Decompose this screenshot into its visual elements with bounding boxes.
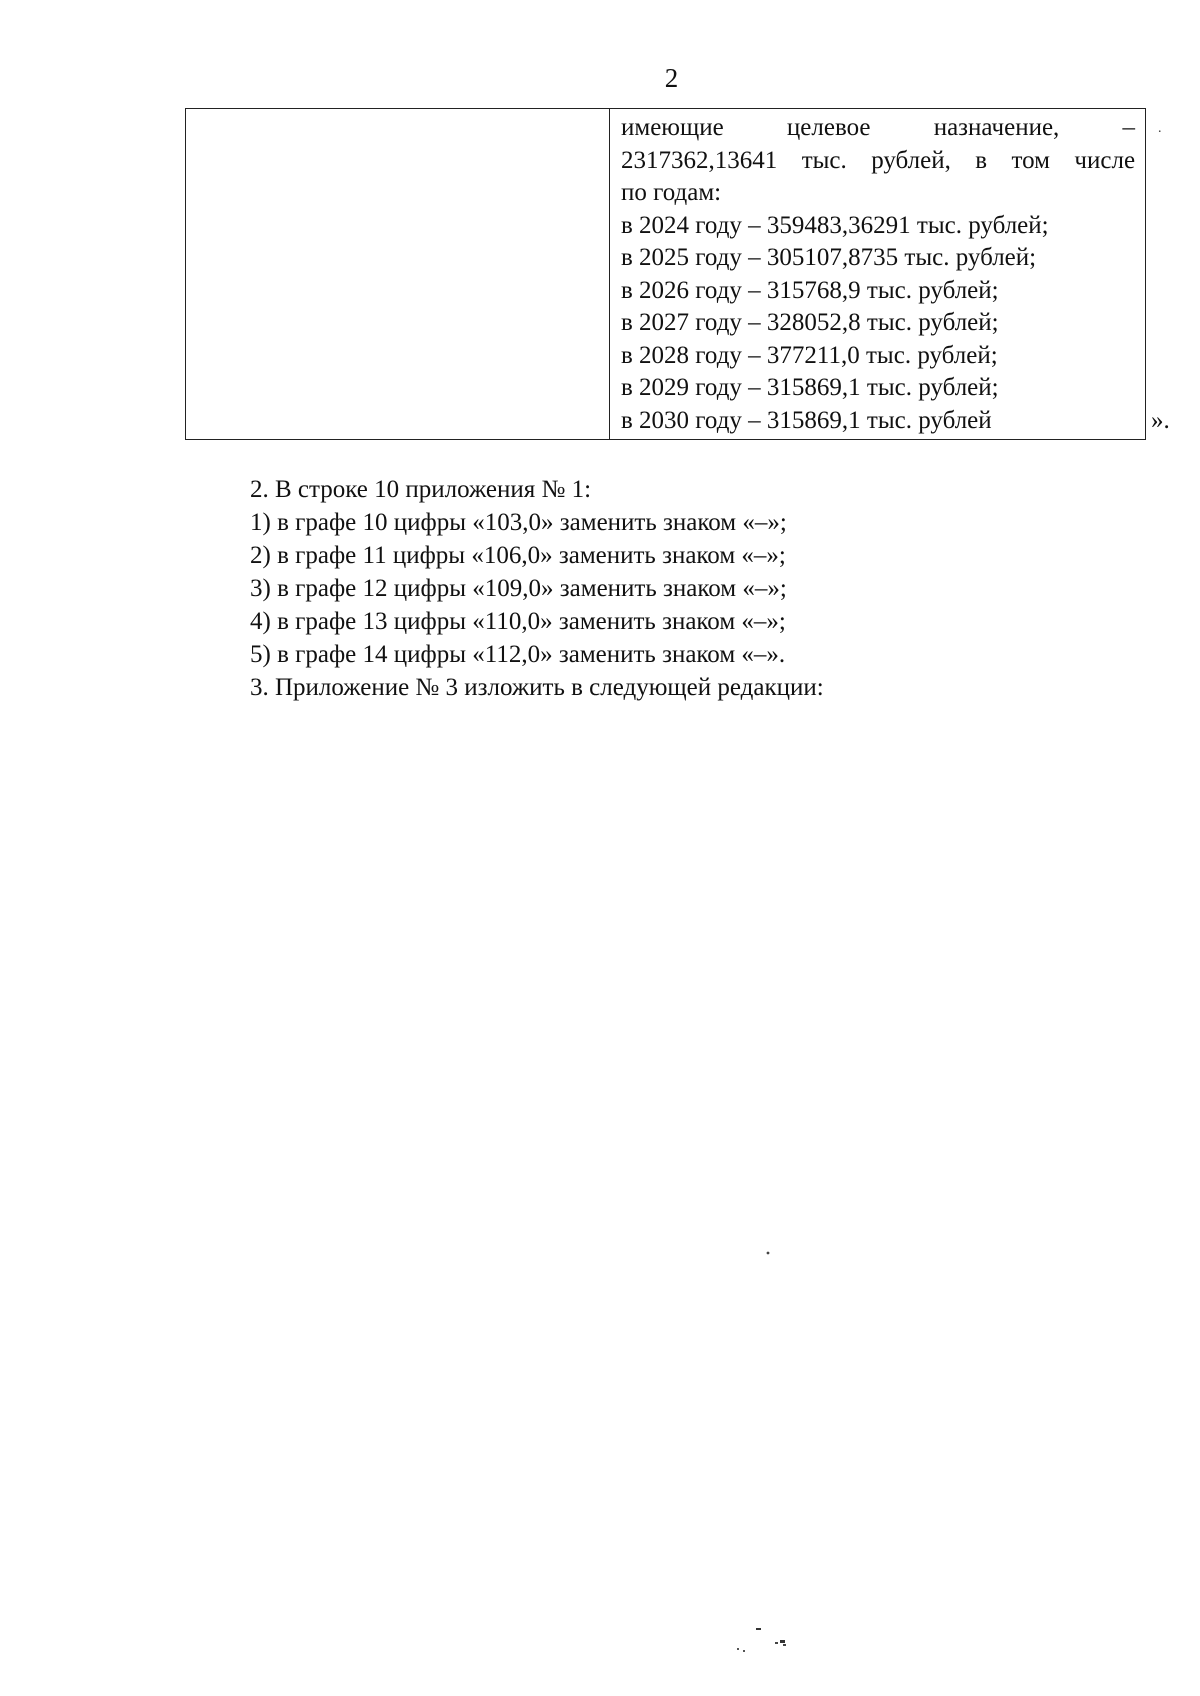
year-line-2028: в 2028 году – 377211,0 тыс. рублей; <box>621 341 998 369</box>
paragraph-item-4: 4) в графе 13 цифры «110,0» заменить знаком «–»; <box>250 608 786 635</box>
cell-line-3: по годам: <box>621 179 722 206</box>
year-line-2027: в 2027 году – 328052,8 тыс. рублей; <box>621 309 999 336</box>
scan-artifact-dot <box>766 1251 770 1255</box>
paragraph-3-heading: 3. Приложение № 3 изложить в следующей редакции: <box>250 674 824 701</box>
year-line-2029: в 2029 году – 315869,1 тыс. рублей; <box>621 374 999 401</box>
word: – <box>1122 114 1136 141</box>
scan-artifact-bottom <box>735 1626 795 1656</box>
closing-quote: ». <box>1151 407 1170 434</box>
table-cell-left <box>186 109 610 439</box>
word: целевое <box>786 114 871 141</box>
paragraph-item-1: 1) в графе 10 цифры «103,0» заменить знаком «–»; <box>250 509 787 536</box>
word: назначение, <box>933 114 1060 141</box>
word: в <box>975 146 988 174</box>
word: рублей, <box>871 146 951 174</box>
word: 2317362,13641 <box>621 146 778 174</box>
body-text <box>250 473 1150 704</box>
year-line-2025: в 2025 году – 305107,8735 тыс. рублей; <box>621 244 1037 271</box>
year-line-2026: в 2026 году – 315768,9 тыс. рублей; <box>621 276 999 304</box>
word: том <box>1011 146 1050 174</box>
table <box>185 108 1146 440</box>
year-line-2024: в 2024 году – 359483,36291 тыс. рублей; <box>621 211 1049 239</box>
stray-mark: . <box>1158 121 1162 136</box>
word: числе <box>1074 146 1136 174</box>
year-line-2030: в 2030 году – 315869,1 тыс. рублей <box>621 406 992 434</box>
paragraph-item-3: 3) в графе 12 цифры «109,0» заменить знаком «–»; <box>250 575 787 602</box>
paragraph-2-heading: 2. В строке 10 приложения № 1: <box>250 476 592 503</box>
cell-line-2 <box>621 145 1135 178</box>
cell-line-1 <box>621 112 1135 145</box>
page-number: 2 <box>664 63 679 93</box>
table-cell-right <box>610 109 1145 439</box>
word: тыс. <box>801 146 847 174</box>
word: имеющие <box>621 114 724 141</box>
paragraph-item-2: 2) в графе 11 цифры «106,0» заменить знаком «–»; <box>250 542 786 569</box>
paragraph-item-5: 5) в графе 14 цифры «112,0» заменить знаком «–». <box>250 641 786 668</box>
